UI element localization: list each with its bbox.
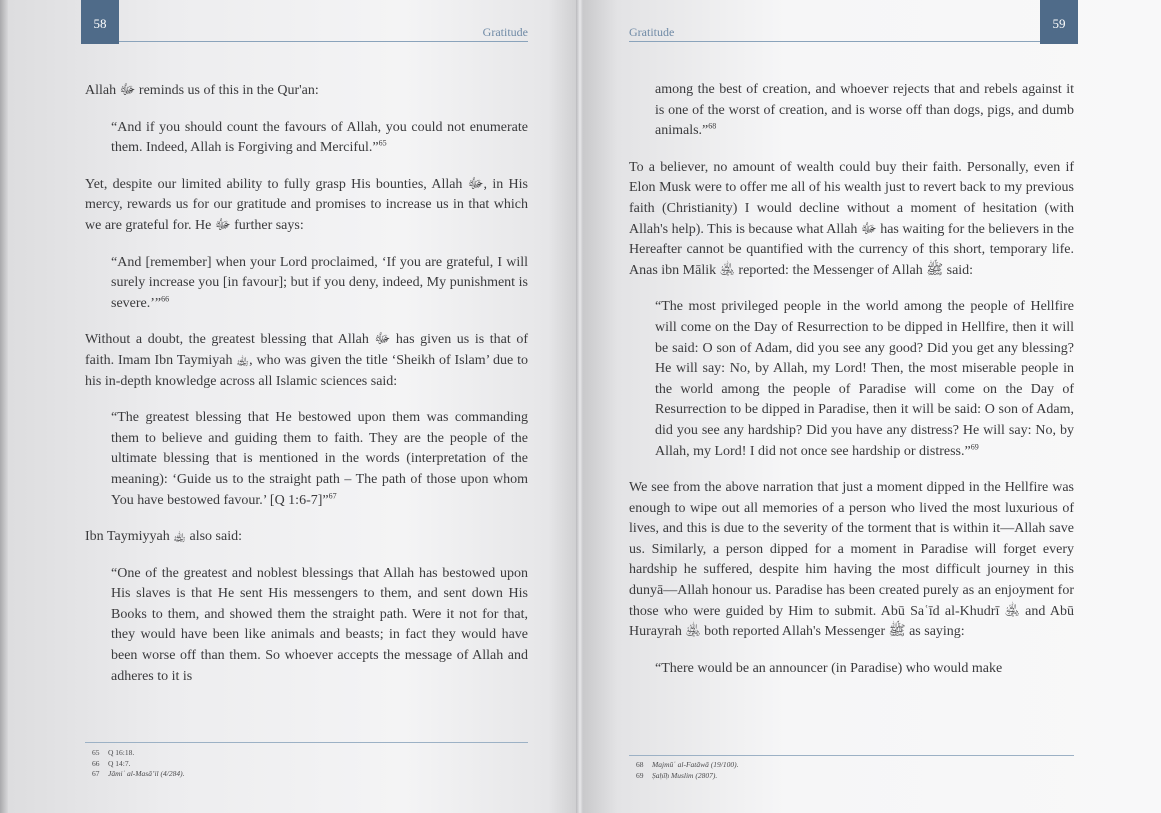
quote-block: “There would be an announcer (in Paradise) who would make (655, 660, 1003, 676)
left-body (85, 81, 528, 703)
running-head-right: Gratitude (629, 25, 675, 39)
paragraph: We see from the above narration that just a moment dipped in the Hellfire was enough to wipe out all memories of a person who lived the most luxurious of lives, and this is due to the severity of the torment that is within it—Allah save us. Similarly, a person dipped for a moment in Paradise will forget every hardship he suffered, despite him having the most difficult journey in this dunyā—Allah honour us. Paradise has been created purely as an enjoyment for those who were guided by Him to submit. Abū Saʿīd al-Khudrī ﵁ and Abū Hurayrah ﵁ both reported Allah's Messenger ﷺ as saying: (629, 480, 1074, 640)
footnote-rule-right (629, 755, 1074, 756)
quote-block: “The most privileged people in the world among the people of Hellfire will come on the Day of Resurrection to be dipped in Hellfire, then it will be said: O son of Adam, did you see any good? Did you get any blessing? He will say: No, by Allah, my Lord! Then, the most miserable people in the world among the people of Paradise will come on the Day of Resurrection to be dipped in Paradise, then it will be said: O son of Adam, did you see any hardship? Did you have any distress? He will say: No, by Allah, my Lord! I did not once see hardship or distress.”$^{69}$ (655, 299, 1074, 459)
book-edge (0, 0, 8, 813)
paragraph: Allah ﷻ reminds us of this in the Qur'an: (85, 83, 319, 98)
footnote: 66 Q 14:7. (92, 758, 131, 768)
footnote-ref: 66 (161, 294, 170, 304)
footnote-rule-left (85, 742, 528, 743)
right-page (583, 0, 1161, 813)
header-rule-right (629, 41, 1041, 42)
right-body (629, 80, 1074, 695)
footnote: 69 Ṣaḥīḥ Muslim (2807). (636, 770, 718, 780)
paragraph: Yet, despite our limited ability to fully grasp His bounties, Allah ﷻ, in His mercy, rewards us for our gratitude and promises to increase us in that which we are grateful for. He ﷻ further says: (85, 176, 528, 233)
quote-block: “And if you should count the favours of Allah, you could not enumerate them. Indeed, Allah is Forgiving and Merciful.”$^{65}$ (111, 119, 528, 156)
footnote-ref: 68 (708, 121, 717, 131)
quote-block: among the best of creation, and whoever rejects that and rebels against it is one of the worst of creation, and is worse off than dogs, pigs, and dumb animals.”$^{68}$ (655, 82, 1074, 139)
paragraph: Without a doubt, the greatest blessing that Allah ﷻ has given us is that of faith. Imam Ibn Taymiyah ﵀, who was given the title ‘Sheikh of Islam’ due to his in-depth knowledge across all Islamic sciences said: (85, 332, 528, 389)
paragraph: Ibn Taymiyyah ﵀ also said: (85, 529, 242, 545)
page-number-left: 58 (81, 0, 119, 44)
quote-block: “And [remember] when your Lord proclaimed, ‘If you are grateful, I will surely increase you [in favour]; but if you deny, indeed, My punishment is severe.’”$^{66}$ (111, 254, 528, 311)
footnote: 67 Jāmiʿ al-Masāʼil (4/284). (92, 769, 185, 778)
footnotes-left (92, 748, 184, 780)
footnote: 65 Q 16:18. (92, 748, 135, 757)
running-head-left: Gratitude (482, 25, 528, 39)
footnote: 68 Majmūʿ al-Fatāwā (19/100). (636, 760, 739, 769)
header-rule-left (119, 41, 528, 42)
footnotes-right (636, 760, 738, 781)
footnote-ref: 67 (328, 490, 337, 500)
footnote-ref: 65 (378, 138, 387, 148)
quote-block: “One of the greatest and noblest blessings that Allah has bestowed upon His slaves is that He sent His messengers to them, and sent down His Books to them, and showed them the straight path. Were it not for that, they would have been like animals and beasts; in fact they would have been worse off than them. So whoever accepts the message of Allah and adheres to it is (111, 565, 528, 684)
footnote-ref: 69 (970, 441, 979, 451)
quote-block: “The greatest blessing that He bestowed upon them was commanding them to believe and guiding them to faith. They are the people of the ultimate blessing that is mentioned in the words (interpretation of the meaning): ‘Guide us to the straight path – The path of those upon whom You have bestowed favour.’ [Q 1:6-7]”$^{67}$ (111, 410, 528, 508)
page-number-right: 59 (1040, 0, 1078, 44)
paragraph: To a believer, no amount of wealth could buy their faith. Personally, even if Elon Musk were to offer me all of his wealth just to revert back to my previous faith (Christianity) I would decline without a moment of hesitation (with Allah's help). This is because what Allah ﷻ has waiting for the believers in the Hereafter cannot be quantified with the currency of this short, temporary life. Anas ibn Mālik ﵁ reported: the Messenger of Allah ﷺ said: (629, 159, 1074, 278)
left-page (0, 0, 577, 813)
